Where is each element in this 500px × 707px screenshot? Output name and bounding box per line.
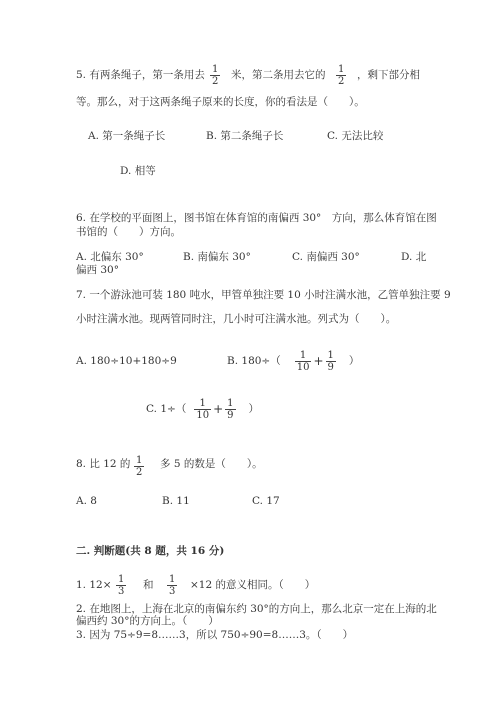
fraction-denominator: 10 [196, 409, 210, 421]
j1-text-mid: 和 [143, 579, 154, 591]
q5-option-c[interactable]: C. 无法比较 [327, 130, 384, 142]
q7-text-line1: 7. 一个游泳池可装 180 吨水，甲管单独注要 10 小时注满水池，乙管单独注要 9 [76, 289, 451, 301]
fraction-denominator: 2 [136, 467, 143, 478]
q6-option-d[interactable]: D. 北 [401, 251, 427, 263]
fraction-denominator: 9 [227, 409, 234, 421]
fraction-numerator: 1 [212, 64, 219, 75]
q8-fraction [134, 455, 144, 478]
fraction-denominator: 2 [338, 76, 345, 87]
fraction-denominator: 9 [327, 361, 334, 373]
q5-text-line2: 等。那么，对于这两条绳子原来的长度，你的看法是（ ）。 [76, 96, 365, 108]
q6-option-a[interactable]: A. 北偏东 30° [76, 251, 144, 263]
q5-option-d[interactable]: D. 相等 [120, 165, 156, 177]
q6-text-line1: 6. 在学校的平面图上，图书馆在体育馆的南偏西 30° 方向，那么体育馆在图 [76, 212, 437, 224]
q7-option-b-fraction-2 [326, 350, 336, 373]
fraction-numerator: 1 [327, 349, 334, 361]
j1-text-suffix: ×12 的意义相同。（ ） [190, 579, 316, 591]
plus-sign: + [313, 354, 324, 368]
q5-option-b[interactable]: B. 第二条绳子长 [206, 130, 284, 142]
fraction-numerator: 1 [169, 574, 176, 585]
j3-text: 3. 因为 75÷9=8……3，所以 750÷90=8……3。（ ） [76, 629, 354, 641]
q5-text-part1: 5. 有两条绳子，第一条用去 [76, 69, 205, 81]
j2-text-line1: 2. 在地图上，上海在北京的南偏东约 30°的方向上，那么北京一定在上海的北 [76, 603, 437, 615]
j2-text-line2: 偏西约 30°的方向上。（ ） [76, 615, 219, 627]
q8-option-b[interactable]: B. 11 [162, 495, 190, 507]
q7-option-c-prefix: C. 1÷（ [146, 403, 187, 415]
q6-text-line2: 书馆的（ ）方向。 [76, 226, 181, 238]
fraction-numerator: 1 [338, 64, 345, 75]
q8-option-c[interactable]: C. 17 [252, 495, 280, 507]
j1-fraction-1 [116, 574, 126, 597]
q7-option-c[interactable] [146, 396, 259, 422]
fraction-numerator: 1 [227, 397, 234, 409]
q6-option-d-continued: 偏西 30° [76, 264, 119, 276]
q7-option-c-fraction-1 [194, 398, 211, 421]
q7-option-b-prefix: B. 180÷（ [227, 355, 281, 367]
q7-text-line2: 小时注满水池。现两管同时注，几小时可注满水池。列式为（ ）。 [76, 313, 397, 325]
q5-option-a[interactable]: A. 第一条绳子长 [88, 130, 166, 142]
fraction-denominator: 3 [118, 586, 125, 597]
q7-option-c-fraction-2 [225, 398, 235, 421]
q7-option-b-suffix: ） [348, 355, 360, 367]
plus-sign: + [213, 402, 224, 416]
fraction-numerator: 1 [194, 398, 211, 410]
q5-fraction-2 [336, 64, 346, 87]
q7-option-b[interactable] [227, 348, 359, 374]
q5-text-part2: 米，第二条用去它的 [231, 69, 326, 81]
q5-text-part3: ，剩下部分相 [357, 69, 420, 81]
q8-option-a[interactable]: A. 8 [76, 495, 97, 507]
q7-option-c-suffix: ） [248, 403, 259, 415]
q6-option-c[interactable]: C. 南偏西 30° [292, 251, 360, 263]
q8-text-prefix: 8. 比 12 的 [76, 458, 131, 470]
j1-fraction-2 [167, 574, 177, 597]
fraction-numerator: 1 [136, 455, 143, 466]
section-heading: 二. 判断题(共 8 题，共 16 分) [76, 545, 225, 557]
fraction-denominator: 10 [296, 361, 310, 373]
fraction-denominator: 2 [212, 76, 219, 87]
j1-text-prefix: 1. 12× [76, 579, 112, 591]
q7-option-a[interactable]: A. 180÷10+180÷9 [76, 355, 177, 367]
q6-option-b[interactable]: B. 南偏东 30° [183, 251, 251, 263]
fraction-numerator: 1 [118, 574, 125, 585]
q7-option-b-fraction-1 [295, 350, 312, 373]
fraction-denominator: 3 [169, 586, 176, 597]
fraction-numerator: 1 [295, 350, 312, 362]
q8-text-suffix: 多 5 的数是（ ）。 [160, 458, 263, 470]
q5-fraction-1 [210, 64, 220, 87]
